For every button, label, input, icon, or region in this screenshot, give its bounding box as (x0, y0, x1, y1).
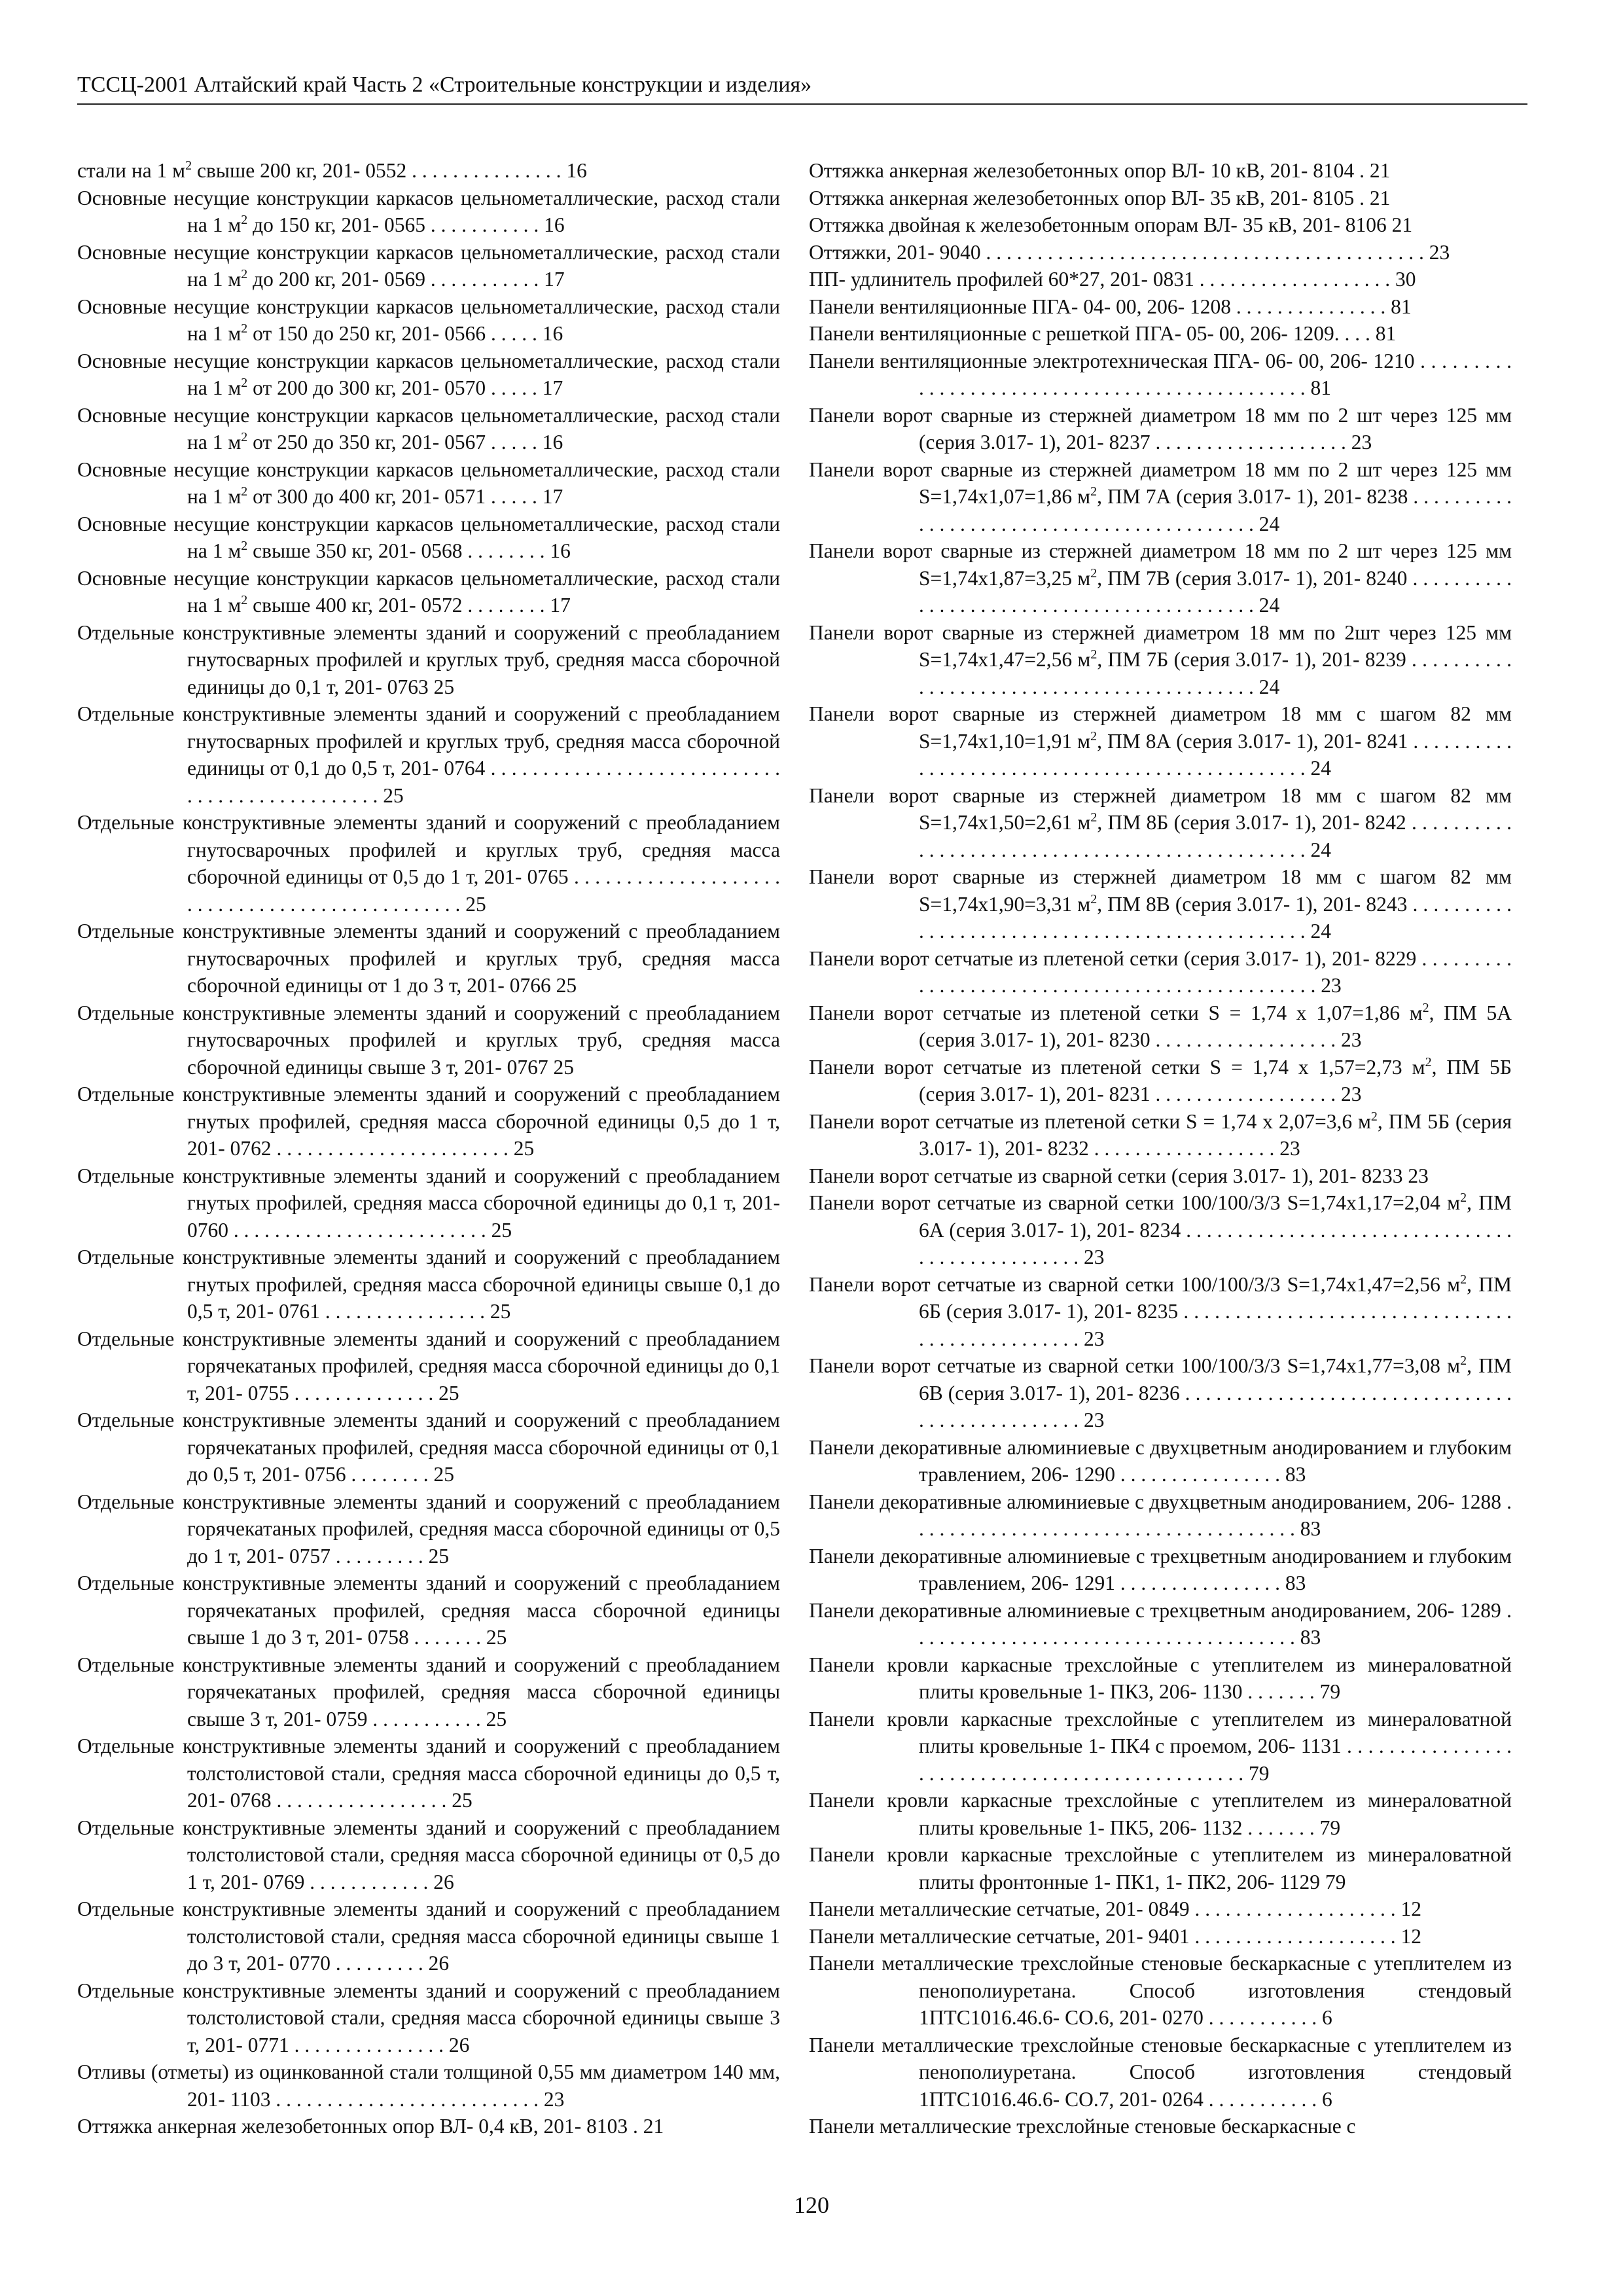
index-entry: Отдельные конструктивные элементы зданий и сооружений с преобладанием горячекатаных профилей, средняя масса сборочной единицы от 0,1 до 0,5 т, 201- 0756 . . . . . . . . 25 (77, 1408, 780, 1486)
index-entry: Отдельные конструктивные элементы зданий и сооружений с преобладанием толстолистовой стали, средняя масса сборочной единицы свыше 3 т, 201- 0771 . . . . . . . . . . . . . . . 26 (77, 1979, 780, 2056)
index-entry: Отдельные конструктивные элементы зданий и сооружений с преобладанием горячекатаных профилей, средняя масса сборочной единицы от 0,5 до 1 т, 201- 0757 . . . . . . . . . 25 (77, 1490, 780, 1568)
index-entry: Основные несущие конструкции каркасов цельнометаллические, расход стали на 1 $м^2$ от 300 до 400 кг, 201- 0571 . . . . . 17 (77, 457, 780, 508)
index-entry: Отдельные конструктивные элементы зданий и сооружений с преобладанием гнутосварочных профилей и круглых труб, средняя масса сборочной единицы от 1 до 3 т, 201- 0766 25 (77, 920, 780, 997)
index-entry: Отдельные конструктивные элементы зданий и сооружений с преобладанием горячекатаных профилей, средняя масса сборочной единицы до 0,1 т, 201- 0755 . . . . . . . . . . . . . . 25 (77, 1327, 780, 1405)
index-entry: Отдельные конструктивные элементы зданий и сооружений с преобладанием гнутых профилей, средняя масса сборочной единицы до 0,1 т, 201- 0760 . . . . . . . . . . . . . . . . . . . . . . . . . 25 (77, 1164, 780, 1242)
index-entry: ПП- удлинитель профилей 60*27, 201- 0831 . . . . . . . . . . . . . . . . . . . 30 (809, 268, 1416, 291)
index-entry: Отдельные конструктивные элементы зданий и сооружений с преобладанием толстолистовой стали, средняя масса сборочной единицы до 0,5 т, 201- 0768 . . . . . . . . . . . . . . . . . 25 (77, 1734, 780, 1812)
index-entry: Панели металлические сетчатые, 201- 9401 . . . . . . . . . . . . . . . . . . . . 12 (809, 1924, 1422, 1948)
index-entry: Панели вентиляционные электротехническая ПГА- 06- 00, 206- 1210 . . . . . . . . . . . . . . . . . . . . . . . . . . . . . . . . . . . . . . . . . . . . . . . 81 (809, 349, 1512, 399)
index-entry: Отдельные конструктивные элементы зданий и сооружений с преобладанием горячекатаных профилей, средняя масса сборочной единицы свыше 1 до 3 т, 201- 0758 . . . . . . . 25 (77, 1571, 780, 1649)
index-entry: Оттяжка двойная к железобетонным опорам ВЛ- 35 кВ, 201- 8106 21 (809, 213, 1413, 236)
index-entry: Панели кровли каркасные трехслойные с утеплителем из минераловатной плиты кровельные 1- ПК5, 206- 1132 . . . . . . . 79 (809, 1789, 1512, 1839)
page-number: 120 (794, 2192, 829, 2218)
index-entry: Оттяжка анкерная железобетонных опор ВЛ- 35 кВ, 201- 8105 . 21 (809, 186, 1391, 209)
index-entry: Панели металлические трехслойные стеновые бескаркасные с (809, 2115, 1356, 2138)
index-entry: Основные несущие конструкции каркасов цельнометаллические, расход стали на 1 $м^2$ от 250 до 350 кг, 201- 0567 . . . . . 16 (77, 403, 780, 454)
index-entry: Панели декоративные алюминиевые с двухцветным анодированием, 206- 1288 . . . . . . . . . . . . . . . . . . . . . . . . . . . . . . . . . . . . . . 83 (809, 1490, 1512, 1540)
index-entry: Оттяжки, 201- 9040 . . . . . . . . . . . . . . . . . . . . . . . . . . . . . . . . . . . . . . . . . . . 23 (809, 240, 1450, 264)
index-entry: Панели ворот сетчатые из сварной сетки 100/100/3/3 S=1,74x1,17=2,04 $м^2$, ПМ 6А (серия 3.017- 1), 201- 8234 . . . . . . . . . . . . . . . . . . . . . . . . . . . . . . . . . . . . . . . . . . . . . . . . 23 (809, 1191, 1512, 1268)
index-entry: Панели декоративные алюминиевые с трехцветным анодированием и глубоким травлением, 206- 1291 . . . . . . . . . . . . . . . . 83 (809, 1544, 1512, 1594)
index-entry: Отдельные конструктивные элементы зданий и сооружений с преобладанием гнутосварочных профилей и круглых труб, средняя масса сборочной единицы свыше 3 т, 201- 0767 25 (77, 1001, 780, 1079)
index-entry: Основные несущие конструкции каркасов цельнометаллические, расход стали на 1 $м^2$ от 200 до 300 кг, 201- 0570 . . . . . 17 (77, 349, 780, 399)
index-entry: Панели ворот сварные из стержней диаметром 18 мм по 2шт через 125 мм S=1,74x1,47=2,56 $м^2$, ПМ 7Б (серия 3.017- 1), 201- 8239 . . . . . . . . . . . . . . . . . . . . . . . . . . . . . . . . . . . . . . . . . . . 24 (809, 620, 1512, 698)
index-entry: Панели ворот сварные из стержней диаметром 18 мм с шагом 82 мм S=1,74x1,10=1,91 $м^2$, ПМ 8А (серия 3.017- 1), 201- 8241 . . . . . . . . . . . . . . . . . . . . . . . . . . . . . . . . . . . . . . . . . . . . . . . . 24 (809, 702, 1512, 780)
index-entry: Панели декоративные алюминиевые с трехцветным анодированием, 206- 1289 . . . . . . . . . . . . . . . . . . . . . . . . . . . . . . . . . . . . . . 83 (809, 1598, 1512, 1649)
index-entry: Панели ворот сетчатые из сварной сетки (серия 3.017- 1), 201- 8233 23 (809, 1164, 1429, 1187)
index-entry: Панели металлические трехслойные стеновые бескаркасные с утеплителем из пенополиуретана. Способ изготовления стендовый 1ПТС1016.46.6- СО.6, 201- 0270 . . . . . . . . . . . 6 (809, 1952, 1512, 2029)
index-entry: Панели ворот сварные из стержней диаметром 18 мм с шагом 82 мм S=1,74x1,90=3,31 $м^2$, ПМ 8В (серия 3.017- 1), 201- 8243 . . . . . . . . . . . . . . . . . . . . . . . . . . . . . . . . . . . . . . . . . . . . . . . . 24 (809, 865, 1512, 942)
page-header: ТССЦ-2001 Алтайский край Часть 2 «Строительные конструкции и изделия» (77, 71, 1527, 105)
index-entry: Основные несущие конструкции каркасов цельнометаллические, расход стали на 1 $м^2$ до 200 кг, 201- 0569 . . . . . . . . . . . 17 (77, 240, 780, 291)
index-column-right (809, 157, 1512, 2140)
index-entry: Панели металлические сетчатые, 201- 0849 . . . . . . . . . . . . . . . . . . . . 12 (809, 1897, 1422, 1920)
index-entry: Оттяжка анкерная железобетонных опор ВЛ- 10 кВ, 201- 8104 . 21 (809, 159, 1391, 182)
index-entry: Оттяжка анкерная железобетонных опор ВЛ- 0,4 кВ, 201- 8103 . 21 (77, 2115, 664, 2138)
index-entry: Отдельные конструктивные элементы зданий и сооружений с преобладанием горячекатаных профилей, средняя масса сборочной единицы свыше 3 т, 201- 0759 . . . . . . . . . . . 25 (77, 1653, 780, 1731)
index-entry: Панели вентиляционные с решеткой ПГА- 05- 00, 206- 1209. . . . 81 (809, 322, 1397, 345)
index-entry: Панели ворот сетчатые из плетеной сетки S = 1,74 х 2,07=3,6 $м^2$, ПМ 5Б (серия 3.017- 1), 201- 8232 . . . . . . . . . . . . . . . . . . 23 (809, 1109, 1512, 1160)
index-entry: Панели кровли каркасные трехслойные с утеплителем из минераловатной плиты кровельные 1- ПК3, 206- 1130 . . . . . . . 79 (809, 1653, 1512, 1703)
index-entry: Отдельные конструктивные элементы зданий и сооружений с преобладанием гнутосварных профилей и круглых труб, средняя масса сборочной единицы от 0,1 до 0,5 т, 201- 0764 . . . . . . . . . . . . . . . . . . . . . . . . . . . . . . . . . . . . . . . . . . . . . . . 25 (77, 702, 780, 807)
index-entry: Панели ворот сварные из стержней диаметром 18 мм по 2 шт через 125 мм S=1,74x1,07=1,86 $м^2$, ПМ 7А (серия 3.017- 1), 201- 8238 . . . . . . . . . . . . . . . . . . . . . . . . . . . . . . . . . . . . . . . . . . . 24 (809, 457, 1512, 535)
index-entry: Отдельные конструктивные элементы зданий и сооружений с преобладанием толстолистовой стали, средняя масса сборочной единицы свыше 1 до 3 т, 201- 0770 . . . . . . . . . 26 (77, 1897, 780, 1975)
index-entry: стали на 1 $м^2$ свыше 200 кг, 201- 0552 . . . . . . . . . . . . . . . 16 (77, 158, 587, 182)
index-entry: Панели декоративные алюминиевые с двухцветным анодированием и глубоким травлением, 206- 1290 . . . . . . . . . . . . . . . . 83 (809, 1435, 1512, 1486)
index-entry: Панели кровли каркасные трехслойные с утеплителем из минераловатной плиты фронтонные 1- ПК1, 1- ПК2, 206- 1129 79 (809, 1843, 1512, 1893)
index-entry: Отливы (отметы) из оцинкованной стали толщиной 0,55 мм диаметром 140 мм, 201- 1103 . . . . . . . . . . . . . . . . . . . . . . . . . . 23 (77, 2060, 780, 2111)
index-entry: Панели ворот сетчатые из плетеной сетки S = 1,74 х 1,07=1,86 $м^2$, ПМ 5А (серия 3.017- 1), 201- 8230 . . . . . . . . . . . . . . . . . . 23 (809, 1000, 1512, 1051)
index-entry: Панели ворот сетчатые из сварной сетки 100/100/3/3 S=1,74x1,77=3,08 $м^2$, ПМ 6В (серия 3.017- 1), 201- 8236 . . . . . . . . . . . . . . . . . . . . . . . . . . . . . . . . . . . . . . . . . . . . . . . . 23 (809, 1354, 1512, 1431)
index-entry: Панели ворот сетчатые из плетеной сетки S = 1,74 х 1,57=2,73 $м^2$, ПМ 5Б (серия 3.017- 1), 201- 8231 . . . . . . . . . . . . . . . . . . 23 (809, 1054, 1512, 1105)
index-entry: Отдельные конструктивные элементы зданий и сооружений с преобладанием гнутосварных профилей и круглых труб, средняя масса сборочной единицы до 0,1 т, 201- 0763 25 (77, 620, 780, 698)
index-entry: Основные несущие конструкции каркасов цельнометаллические, расход стали на 1 $м^2$ до 150 кг, 201- 0565 . . . . . . . . . . . 16 (77, 186, 780, 236)
index-entry: Панели металлические трехслойные стеновые бескаркасные с утеплителем из пенополиуретана. Способ изготовления стендовый 1ПТС1016.46.6- СО.7, 201- 0264 . . . . . . . . . . . 6 (809, 2033, 1512, 2111)
index-entry: Панели ворот сетчатые из сварной сетки 100/100/3/3 S=1,74x1,47=2,56 $м^2$, ПМ 6Б (серия 3.017- 1), 201- 8235 . . . . . . . . . . . . . . . . . . . . . . . . . . . . . . . . . . . . . . . . . . . . . . . . 23 (809, 1272, 1512, 1350)
index-entry: Отдельные конструктивные элементы зданий и сооружений с преобладанием гнутосварочных профилей и круглых труб, средняя масса сборочной единицы от 0,5 до 1 т, 201- 0765 . . . . . . . . . . . . . . . . . . . . . . . . . . . . . . . . . . . . . . . . . . . . . . . 25 (77, 811, 780, 916)
index-entry: Панели вентиляционные ПГА- 04- 00, 206- 1208 . . . . . . . . . . . . . . . 81 (809, 295, 1412, 318)
index-entry: Панели кровли каркасные трехслойные с утеплителем из минераловатной плиты кровельные 1- ПК4 с проемом, 206- 1131 . . . . . . . . . . . . . . . . . . . . . . . . . . . . . . . . . . . . . . . . . . . . . . . . 79 (809, 1707, 1512, 1785)
index-entry: Панели ворот сетчатые из плетеной сетки (серия 3.017- 1), 201- 8229 . . . . . . . . . . . . . . . . . . . . . . . . . . . . . . . . . . . . . . . . . . . . . . . . 23 (809, 946, 1512, 997)
index-entry: Отдельные конструктивные элементы зданий и сооружений с преобладанием гнутых профилей, средняя масса сборочной единицы 0,5 до 1 т, 201- 0762 . . . . . . . . . . . . . . . . . . . . . . . 25 (77, 1083, 780, 1160)
index-entry: Панели ворот сварные из стержней диаметром 18 мм по 2 шт через 125 мм (серия 3.017- 1), 201- 8237 . . . . . . . . . . . . . . . . . . . 23 (809, 403, 1512, 454)
index-entry: Основные несущие конструкции каркасов цельнометаллические, расход стали на 1 $м^2$ свыше 400 кг, 201- 0572 . . . . . . . . 17 (77, 566, 780, 617)
index-column-left (77, 157, 780, 2140)
index-entry: Отдельные конструктивные элементы зданий и сооружений с преобладанием толстолистовой стали, средняя масса сборочной единицы от 0,5 до 1 т, 201- 0769 . . . . . . . . . . . . 26 (77, 1816, 780, 1893)
index-entry: Основные несущие конструкции каркасов цельнометаллические, расход стали на 1 $м^2$ от 150 до 250 кг, 201- 0566 . . . . . 16 (77, 295, 780, 345)
index-entry: Панели ворот сварные из стержней диаметром 18 мм по 2 шт через 125 мм S=1,74x1,87=3,25 $м^2$, ПМ 7В (серия 3.017- 1), 201- 8240 . . . . . . . . . . . . . . . . . . . . . . . . . . . . . . . . . . . . . . . . . . . 24 (809, 539, 1512, 617)
index-entry: Основные несущие конструкции каркасов цельнометаллические, расход стали на 1 $м^2$ свыше 350 кг, 201- 0568 . . . . . . . . 16 (77, 512, 780, 562)
index-entry: Панели ворот сварные из стержней диаметром 18 мм с шагом 82 мм S=1,74x1,50=2,61 $м^2$, ПМ 8Б (серия 3.017- 1), 201- 8242 . . . . . . . . . . . . . . . . . . . . . . . . . . . . . . . . . . . . . . . . . . . . . . . . 24 (809, 783, 1512, 861)
index-entry: Отдельные конструктивные элементы зданий и сооружений с преобладанием гнутых профилей, средняя масса сборочной единицы свыше 0,1 до 0,5 т, 201- 0761 . . . . . . . . . . . . . . . . 25 (77, 1246, 780, 1323)
